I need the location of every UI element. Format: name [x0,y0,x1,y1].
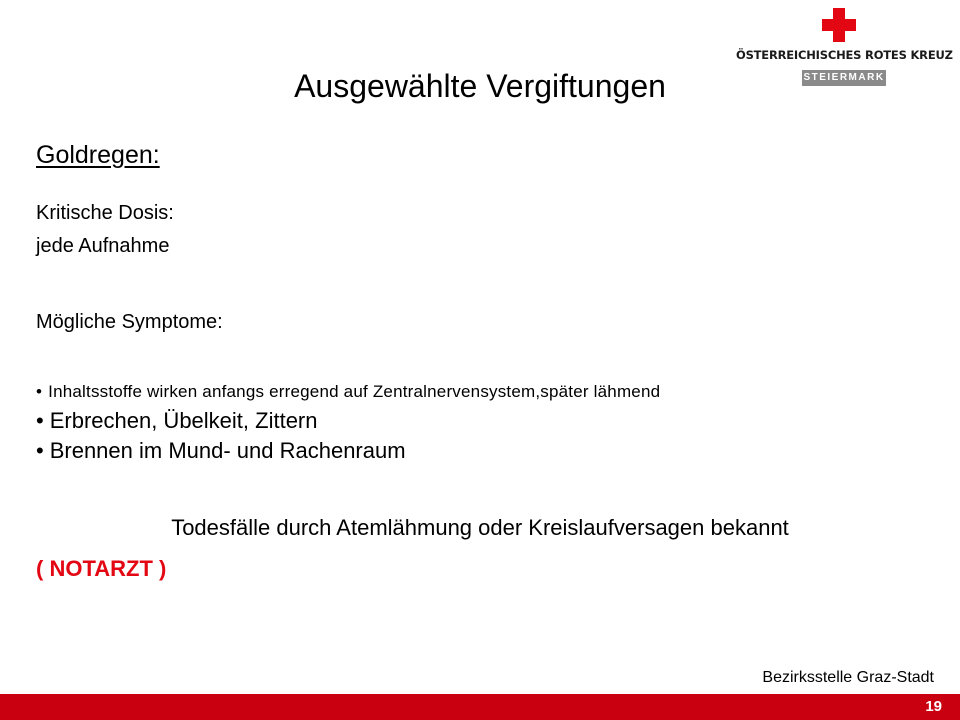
page-number: 19 [925,698,942,715]
footer-bar [0,694,960,720]
symptoms-label: Mögliche Symptome: [36,311,223,333]
list-item [36,406,936,436]
fatality-note: Todesfälle durch Atemlähmung oder Kreislaufversagen bekannt [171,515,789,540]
critical-dose-value: jede Aufnahme [36,235,170,257]
symptom-list [36,378,936,466]
symptom-text: Erbrechen, Übelkeit, Zittern [49,408,318,433]
region-badge: STEIERMARK [802,70,886,86]
symptom-text: Inhaltsstoffe wirken anfangs erregend auf Zentralnervensystem,später lähmend [48,382,661,401]
emergency-note: ( NOTARZT ) [36,556,167,581]
slide-title: Ausgewählte Vergiftungen [294,68,666,104]
list-item [36,436,936,466]
organization-name: ÖSTERREICHISCHES ROTES KREUZ [736,48,953,62]
red-cross-icon-bar [822,19,856,31]
bullet-icon: • [36,438,44,463]
branch-name: Bezirksstelle Graz-Stadt [762,669,934,686]
slide-subtitle: Goldregen: [36,141,160,169]
list-item [36,378,936,406]
bullet-icon: • [36,382,43,401]
critical-dose-label: Kritische Dosis: [36,202,174,224]
symptom-text: Brennen im Mund- und Rachenraum [49,438,406,463]
bullet-icon: • [36,408,44,433]
